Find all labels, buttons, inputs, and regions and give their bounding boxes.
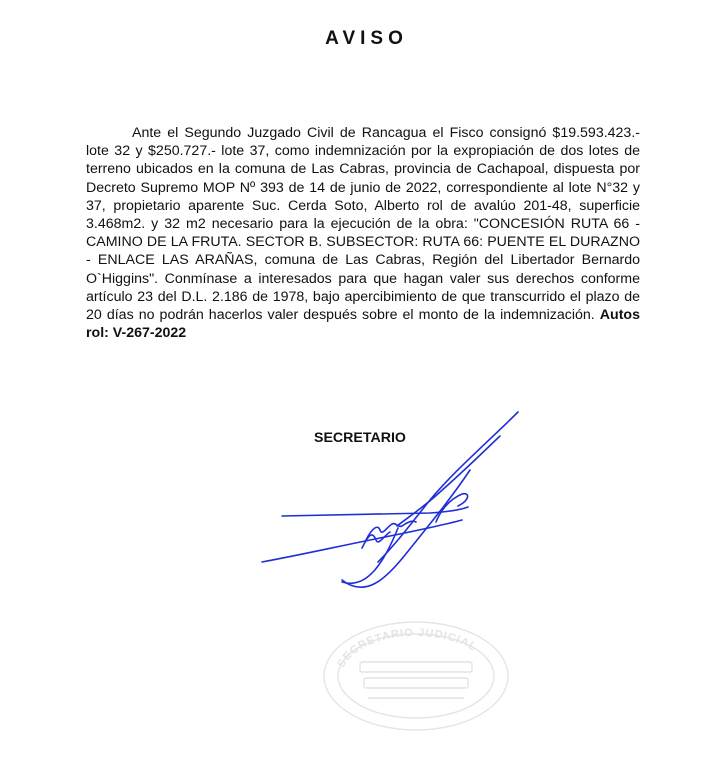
stamp-text: SECRETARIO JUDICIAL <box>335 626 479 670</box>
document-title: AVISO <box>325 28 408 49</box>
case-rol: Autos rol: V-267-2022 <box>86 307 640 342</box>
signer-title: SECRETARIO <box>314 430 406 446</box>
notice-body <box>86 124 640 342</box>
notice-body-text: Ante el Segundo Juzgado Civil de Rancagua el Fisco consignó $19.593.423.- lote 32 y $250.727.- lote 37, como indemnización por la expropiación de dos lotes de terreno ubicados en la comuna de Las Cabras, provincia de Cachapoal, dispuesta por Decreto Supremo MOP Nº 393 de 14 de junio de 2022, correspondiente al lote N°32 y 37, propietario aparente Suc. Cerda Soto, Alberto rol de avalúo 201-48, superficie 3.468m2. y 32 m2 necesario para la ejecución de la obra: "CONCESIÓN RUTA 66 - CAMINO DE LA FRUTA. SECTOR B. SUBSECTOR: RUTA 66: PUENTE EL DURAZNO - ENLACE LAS ARAÑAS, comuna de Las Cabras, Región del Libertador Bernardo O`Higgins". Conmínase a interesados para que hagan valer sus derechos conforme artículo 23 del D.L. 2.186 de 1978, bajo apercibimiento de que transcurrido el plazo de 20 días no podrán hacerlos valer después sobre el monto de la indemnización. <box>86 125 640 324</box>
official-stamp <box>318 616 514 734</box>
